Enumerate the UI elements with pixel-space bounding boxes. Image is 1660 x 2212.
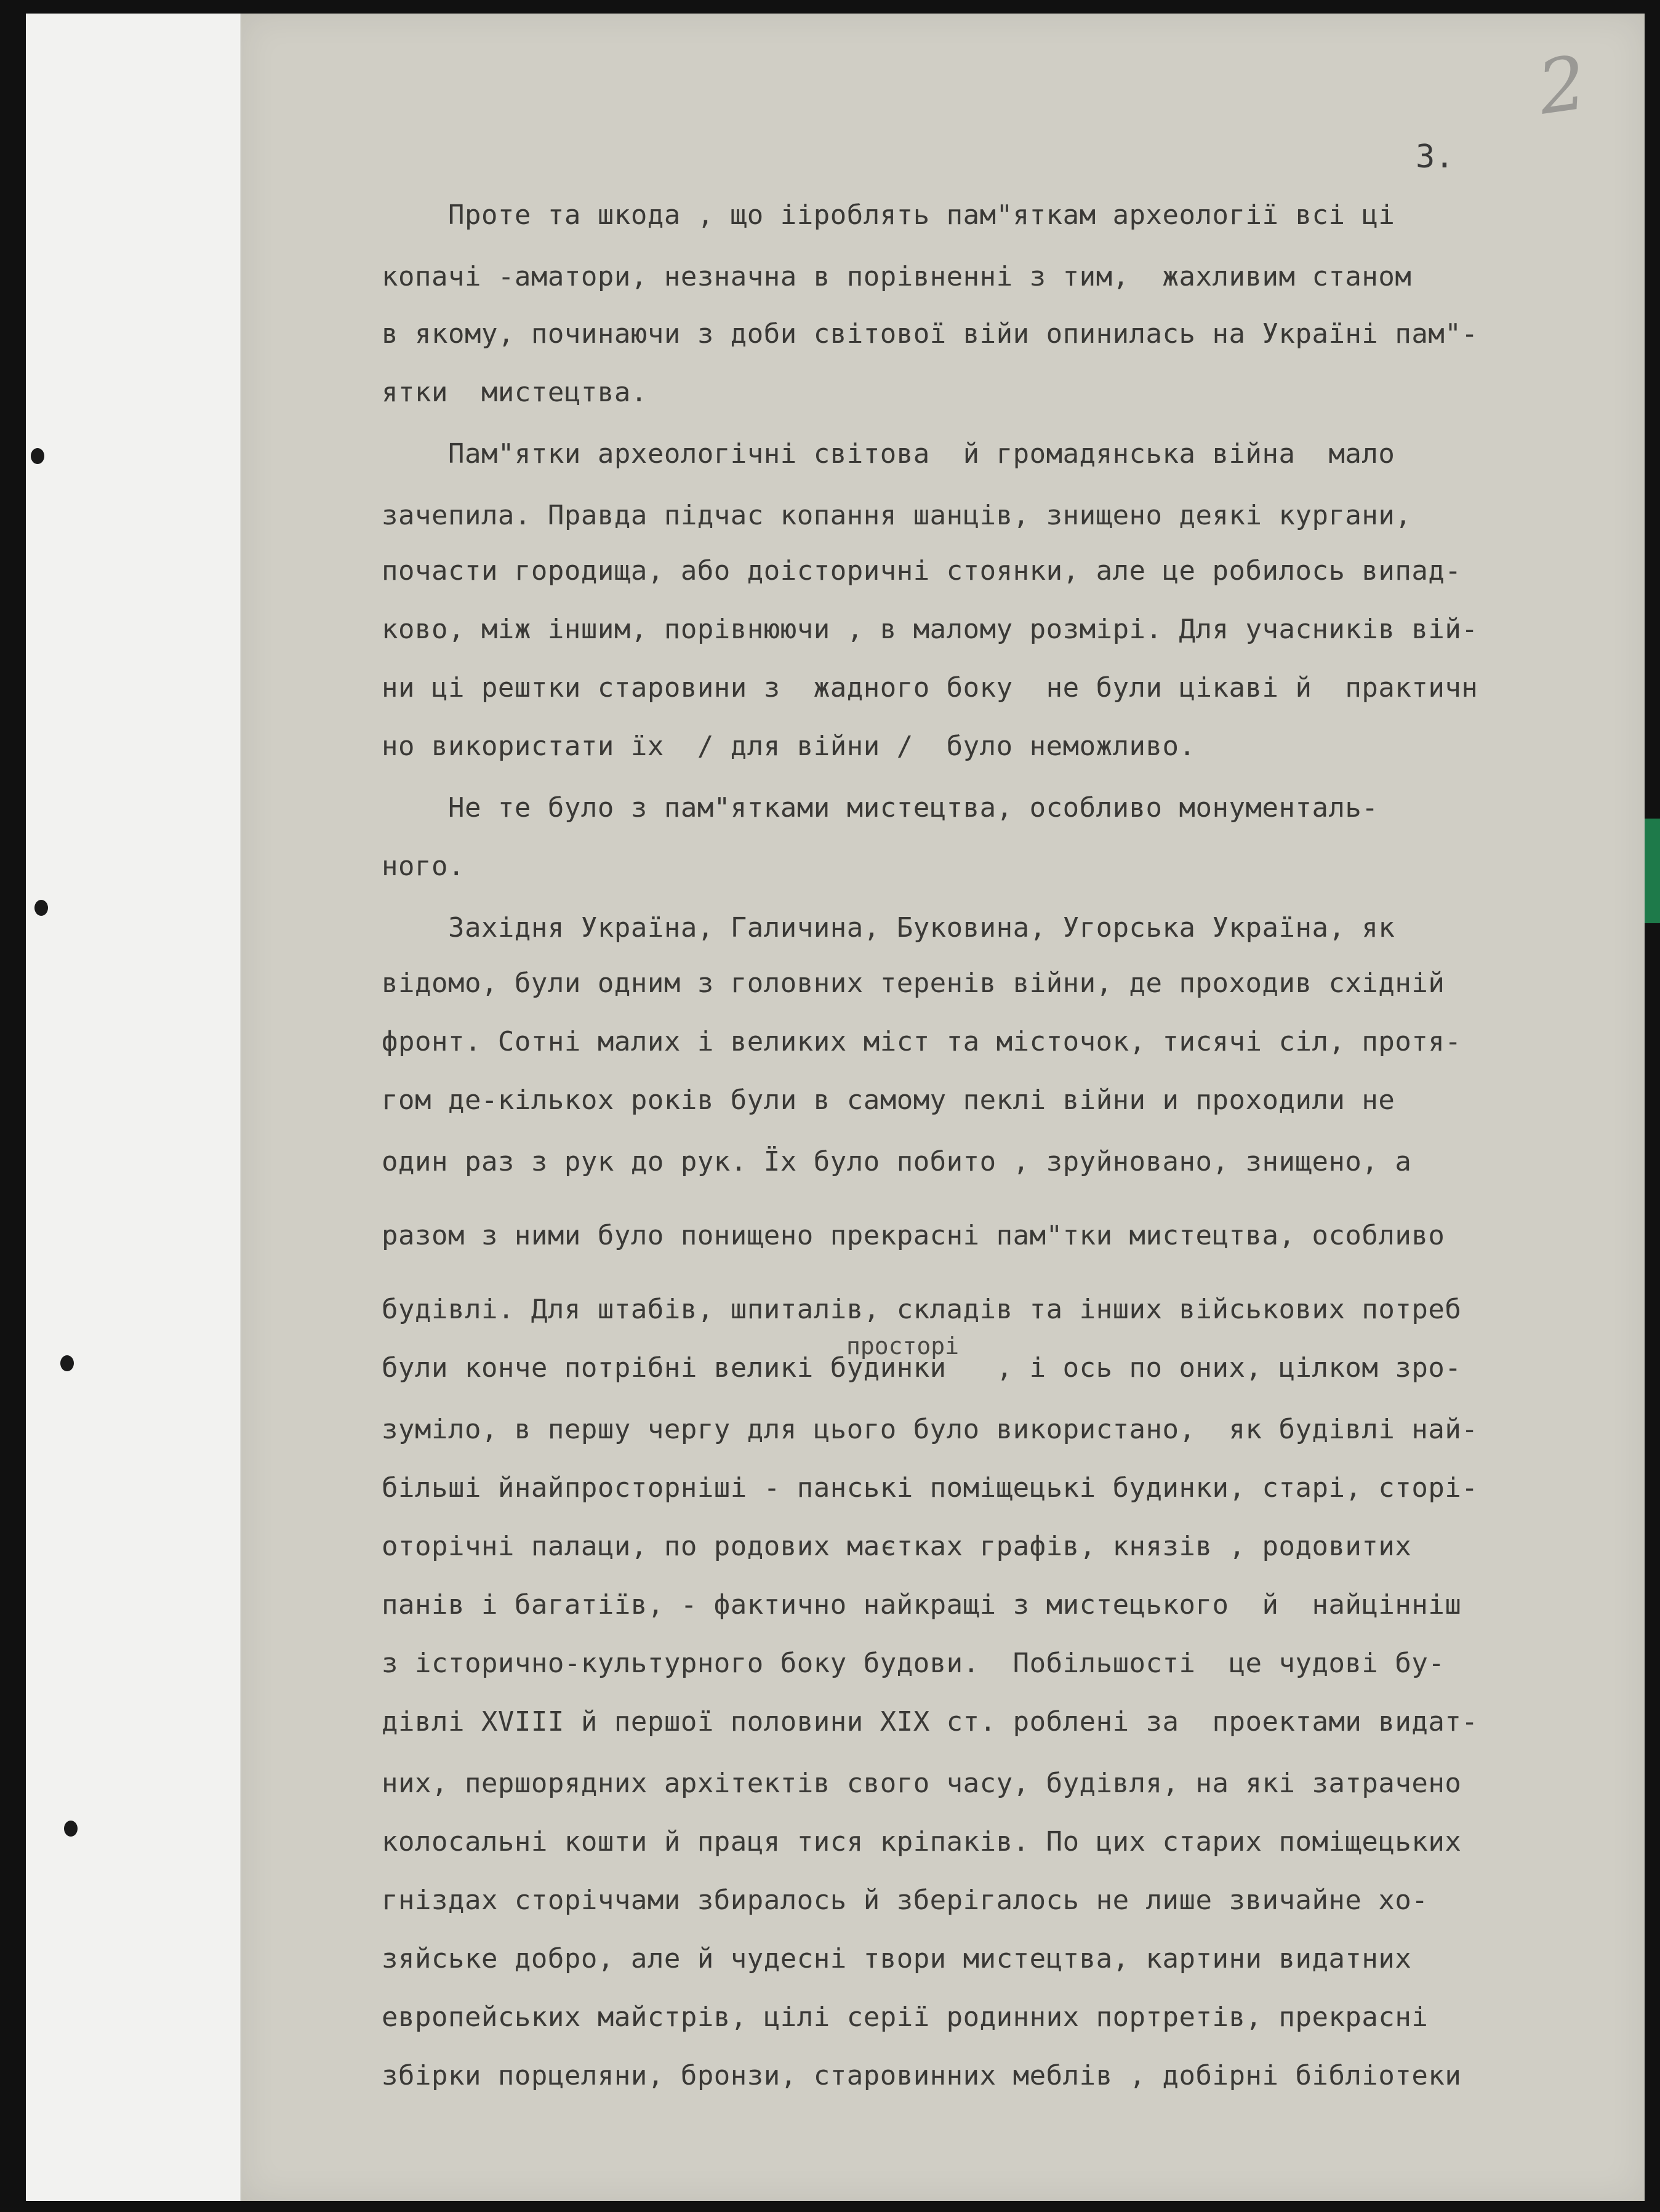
punch-hole [31, 448, 44, 464]
text-line: Західня Україна, Галичина, Буковина, Угорська Україна, як [382, 912, 1395, 944]
text-line: Проте та шкода , що ііроблять пам"яткам археології всі ці [382, 199, 1395, 231]
text-line: відомо, були одним з головних теренів війни, де проходив східній [382, 968, 1445, 999]
punch-hole [34, 900, 48, 916]
archive-folio-number: 2 [1533, 40, 1592, 132]
text-line: зяйське добро, але й чудесні твори мистецтва, картини видатних [382, 1943, 1412, 1974]
text-line: гніздах сторіччами збиралось й зберігалось не лише звичайне хо- [382, 1885, 1429, 1916]
text-line: були конче потрібні великі будинки , і ось по оних, цілком зро- [382, 1352, 1462, 1384]
text-line: копачі -аматори, незначна в порівненні з тим, жахливим станом [382, 261, 1412, 292]
punch-hole [60, 1355, 74, 1371]
page-number: 3. [1416, 138, 1454, 175]
text-line: них, першорядних архітектів свого часу, будівля, на які затрачено [382, 1768, 1462, 1799]
text-line: колосальні кошти й праця тися кріпаків. По цих старих поміщецьких [382, 1826, 1462, 1857]
text-line: зачепила. Правда підчас копання шанців, знищено деякі кургани, [382, 500, 1412, 531]
text-line: фронт. Сотні малих і великих міст та місточок, тисячі сіл, протя- [382, 1026, 1462, 1057]
punch-hole [64, 1821, 78, 1837]
text-line: один раз з рук до рук. Їх було побито , зруйновано, знищено, а [382, 1146, 1412, 1177]
text-line: в якому, починаючи з доби світової війи опинилась на Україні пам"- [382, 318, 1478, 350]
handwritten-insertion: просторі [846, 1332, 960, 1360]
text-line: европейських майстрів, цілі серії родинних портретів, прекрасні [382, 2002, 1429, 2033]
text-line: ни ці рештки старовини з жадного боку не були цікаві й практичн [382, 672, 1478, 703]
text-line: ятки мистецтва. [382, 377, 648, 408]
text-line: більші йнайпросторніші - панські поміщецькі будинки, старі, сторі- [382, 1472, 1478, 1504]
text-line: панів і багатіїв, - фактично найкращі з мистецького й найцінніш [382, 1589, 1462, 1621]
text-line: зуміло, в першу чергу для цього було використано, як будівлі най- [382, 1414, 1478, 1445]
text-line: будівлі. Для штабів, шпиталів, складів та інших військових потреб [382, 1294, 1462, 1325]
text-line: почасти городища, або доісторичні стоянки, але це робилось випад- [382, 555, 1462, 587]
text-line: гом де-кількох років були в самому пеклі війни и проходили не [382, 1084, 1395, 1116]
text-line: дівлі XVIII й першої половини XIX ст. роблені за проектами видат- [382, 1706, 1478, 1737]
text-line: ково, між іншим, порівнюючи , в малому розмірі. Для учасників вій- [382, 614, 1478, 645]
text-line: ного. [382, 851, 465, 882]
text-line: збірки порцеляни, бронзи, старовинних меблів , добірні бібліотеки [382, 2060, 1462, 2091]
text-line: разом з ними було понищено прекрасні пам"тки мистецтва, особливо [382, 1220, 1445, 1251]
green-index-tab [1645, 819, 1660, 923]
text-line: Не те було з пам"ятками мистецтва, особливо монументаль- [382, 792, 1379, 823]
text-line: но використати їх / для війни / було неможливо. [382, 731, 1196, 762]
text-line: Пам"ятки археологічні світова й громадянська війна мало [382, 438, 1395, 470]
text-line: з історично-культурного боку будови. Побільшості це чудові бу- [382, 1648, 1445, 1679]
text-line: оторічні палаци, по родових маєтках графів, князів , родовитих [382, 1531, 1412, 1562]
left-margin-strip [26, 14, 241, 2201]
